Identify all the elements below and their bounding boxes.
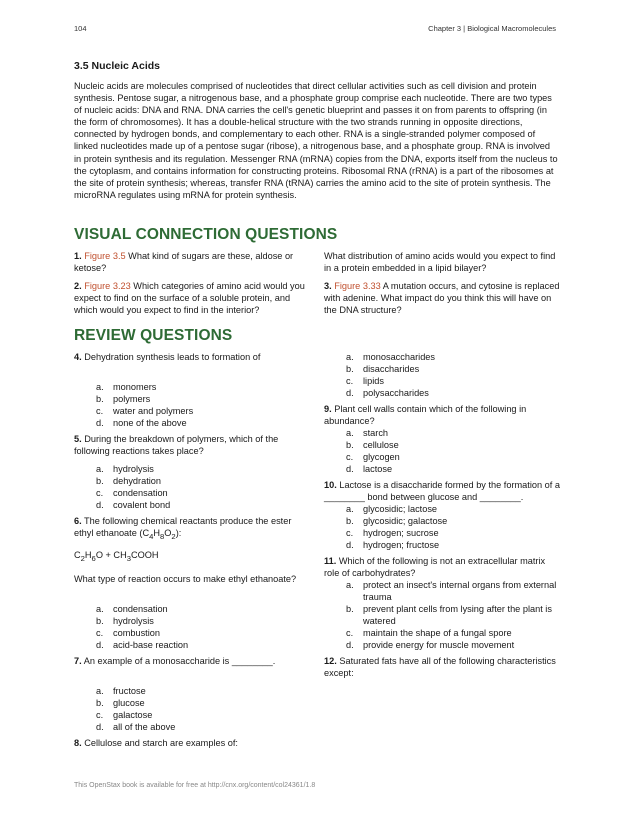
option: d. lactose: [346, 464, 393, 474]
option: c. water and polymers: [96, 406, 194, 416]
option: a. hydrolysis: [96, 464, 154, 474]
question-11-options: [324, 579, 560, 651]
question-8: 8. Cellulose and starch are examples of:: [74, 737, 238, 748]
question-6-options: [74, 603, 310, 651]
option: c. galactose: [96, 709, 153, 720]
option: c. lipids: [346, 376, 384, 386]
option: a. protect an insect's internal organs from external trauma: [346, 580, 557, 602]
question-7: 7. An example of a monosaccharide is ________.: [74, 655, 276, 666]
review-right-column: [324, 351, 560, 685]
review-questions-heading: REVIEW QUESTIONS: [74, 327, 233, 344]
option: c. hydrogen; sucrose: [346, 528, 439, 538]
page-number: 104: [74, 24, 87, 33]
option: c. maintain the shape of a fungal spore: [346, 628, 512, 638]
question-6: 6. The following chemical reactants produce the ester ethyl ethanoate $(C_4H_8O_2)$:: [74, 516, 292, 541]
option: a. glycosidic; lactose: [346, 504, 438, 514]
option: b. cellulose: [346, 440, 399, 450]
option: b. prevent plant cells from lysing after the plant is watered: [346, 604, 552, 626]
option: d. none of the above: [96, 418, 187, 428]
question-9: 9. Plant cell walls contain which of the following in abundance?: [324, 404, 527, 426]
option: b. glucose: [96, 697, 145, 708]
option: a. condensation: [96, 603, 168, 614]
question-5: 5. During the breakdown of polymers, which of the following reactions takes place?: [74, 434, 279, 456]
question-12: 12. Saturated fats have all of the following characteristics except:: [324, 656, 556, 678]
question-6-followup: What type of reaction occurs to make ethyl ethanoate?: [74, 573, 297, 584]
question-4-options: [74, 381, 310, 429]
question-2-continued: What distribution of amino acids would you expect to find in a protein embedded in a lipid bilayer?: [324, 251, 556, 273]
option: d. polysaccharides: [346, 388, 429, 398]
option: c. glycogen: [346, 452, 400, 462]
option: a. monomers: [96, 382, 157, 392]
question-4: 4. Dehydration synthesis leads to formation of: [74, 352, 261, 362]
question-8-options: [324, 351, 560, 399]
option: a. starch: [346, 428, 389, 438]
question-11: 11. Which of the following is not an extracellular matrix role of carbohydrates?: [324, 556, 546, 578]
option: b. disaccharides: [346, 364, 420, 374]
section-summary: Nucleic acids are molecules comprised of nucleotides that direct cellular activities such as cell division and protein synthesis. Pentose sugar, a nitrogenous base, and a phosphate group comprise each nucleotide. There are two types of nucleic acids: DNA and RNA. DNA carries the cell's genetic blueprint and passes it on from parents to offspring (in the form of chromosomes). It has a double-helical structure with the two strands running in opposite directions, connected by hydrogen bonds, and complementary to each other. RNA is a single-stranded polymer composed of linked nucleotides made up of a pentose sugar (ribose), a nitrogenous base, and a phosphate group. RNA is involved in protein synthesis and its regulation. Messenger RNA (mRNA) copies from the DNA, exports itself from the nucleus to the cytoplasm, and contains information for constructing proteins. Ribosomal RNA (rRNA) is a part of the ribosomes at the site of protein synthesis; whereas, transfer RNA (tRNA) carries the amino acid to the site of protein synthesis. The microRNA regulates using mRNA for protein synthesis.: [74, 81, 558, 200]
chapter-title: Chapter 3 | Biological Macromolecules: [428, 24, 556, 33]
page-footer: This OpenStax book is available for free at http://cnx.org/content/col24361/1.8: [74, 782, 316, 789]
review-left-column: [74, 351, 310, 755]
question-9-options: [324, 427, 560, 475]
option: c. condensation: [96, 488, 168, 498]
figure-link-3-5[interactable]: Figure 3.5: [84, 251, 126, 261]
question-1: 1. Figure 3.5 What kind of sugars are these, aldose or ketose?: [74, 251, 294, 273]
option: a. fructose: [96, 685, 146, 696]
option: d. all of the above: [96, 721, 176, 732]
visual-right-column: [324, 250, 560, 322]
option: d. covalent bond: [96, 500, 171, 510]
option: d. provide energy for muscle movement: [346, 640, 515, 650]
page-header: [74, 24, 556, 38]
chemical-formula: $C_2H_6O$ + $CH_3COOH$: [74, 549, 159, 563]
option: d. hydrogen; fructose: [346, 540, 440, 550]
option: b. glycosidic; galactose: [346, 516, 448, 526]
option: a. monosaccharides: [346, 352, 436, 362]
option: b. hydrolysis: [96, 615, 154, 626]
option: d. acid-base reaction: [96, 639, 189, 650]
option: c. combustion: [96, 627, 160, 638]
visual-connection-heading: VISUAL CONNECTION QUESTIONS: [74, 226, 338, 243]
visual-left-column: [74, 250, 310, 322]
question-5-options: [74, 463, 310, 511]
question-10-options: [324, 503, 560, 551]
figure-link-3-33[interactable]: Figure 3.33: [334, 281, 381, 291]
figure-link-3-23[interactable]: Figure 3.23: [84, 281, 131, 291]
question-3: 3. Figure 3.33 A mutation occurs, and cytosine is replaced with adenine. What impact do you think this will have on the DNA structure?: [324, 281, 560, 315]
question-2: 2. Figure 3.23 Which categories of amino acid would you expect to find on the surface of a soluble protein, and which would you expect to find in the interior?: [74, 281, 305, 315]
option: b. dehydration: [96, 476, 162, 486]
question-7-options: [74, 685, 310, 733]
section-title: 3.5 Nucleic Acids: [74, 60, 160, 72]
question-10: 10. Lactose is a disaccharide formed by the formation of a ________ bond between glucose and ________.: [324, 480, 560, 502]
option: b. polymers: [96, 394, 151, 404]
